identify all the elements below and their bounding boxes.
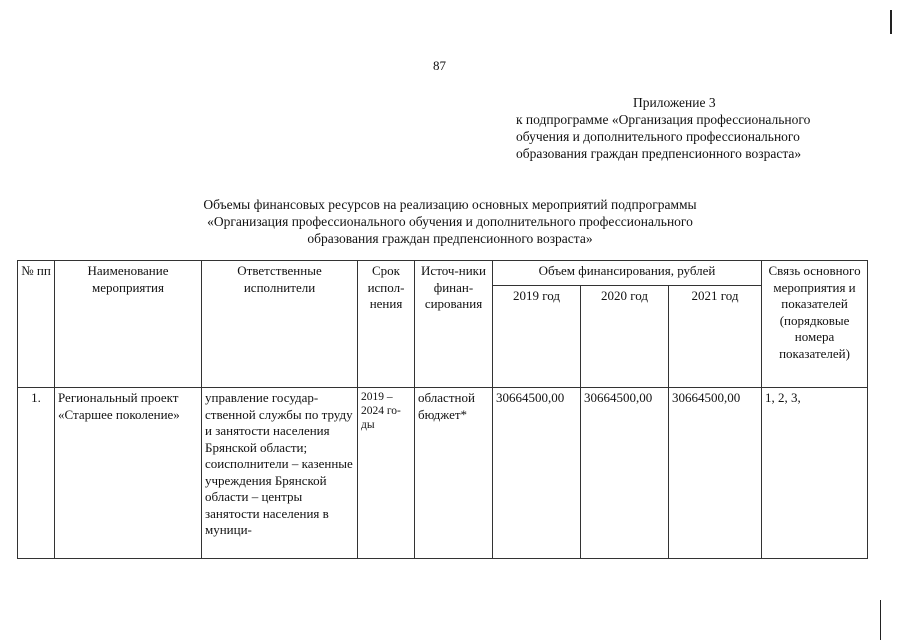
header-volume: Объем финансирования, рублей: [493, 261, 762, 286]
cell-amount-2020: 30664500,00: [581, 388, 669, 559]
header-link: Связь основного мероприятия и показателей (порядковые номера показателей): [762, 261, 868, 388]
scan-mark-top: [890, 10, 892, 34]
cell-amount-2019: 30664500,00: [493, 388, 581, 559]
financing-table: [17, 260, 868, 559]
document-title-line: Объемы финансовых ресурсов на реализацию основных мероприятий подпрограммы: [203, 197, 697, 212]
appendix-line: к подпрограмме «Организация профессионального: [516, 112, 811, 127]
header-year-2021: 2021 год: [669, 286, 762, 388]
cell-amount-2021: 30664500,00: [669, 388, 762, 559]
header-term: Срок испол-нения: [358, 261, 415, 388]
cell-number: 1.: [18, 388, 55, 559]
scan-mark-bottom: [880, 600, 881, 640]
page-number: 87: [433, 58, 446, 73]
cell-executors: управление государ-ственной службы по труду и занятости населения Брянской области; соисполнители – казенные учреждения Брянской области – центры занятости населения в муници-: [202, 388, 358, 559]
cell-source: областной бюджет*: [415, 388, 493, 559]
header-number: № пп: [18, 261, 55, 388]
header-year-2020: 2020 год: [581, 286, 669, 388]
header-year-2019: 2019 год: [493, 286, 581, 388]
header-source: Источ-ники финан-сирования: [415, 261, 493, 388]
cell-name: Региональный проект «Старшее поколение»: [55, 388, 202, 559]
appendix-title: Приложение 3: [633, 95, 716, 110]
cell-link: 1, 2, 3,: [762, 388, 868, 559]
table-header-row: [18, 261, 868, 286]
appendix-line: обучения и дополнительного профессионального: [516, 129, 800, 144]
header-executors: Ответственные исполнители: [202, 261, 358, 388]
cell-term: 2019 – 2024 го-ды: [358, 388, 415, 559]
table-row: [18, 388, 868, 559]
appendix-line: образования граждан предпенсионного возраста»: [516, 146, 802, 161]
document-title-line: «Организация профессионального обучения и дополнительного профессионального: [207, 214, 693, 229]
document-title-line: образования граждан предпенсионного возраста»: [307, 231, 593, 246]
header-name: Наименование мероприятия: [55, 261, 202, 388]
appendix-header: [516, 94, 876, 162]
document-title: [150, 196, 750, 247]
